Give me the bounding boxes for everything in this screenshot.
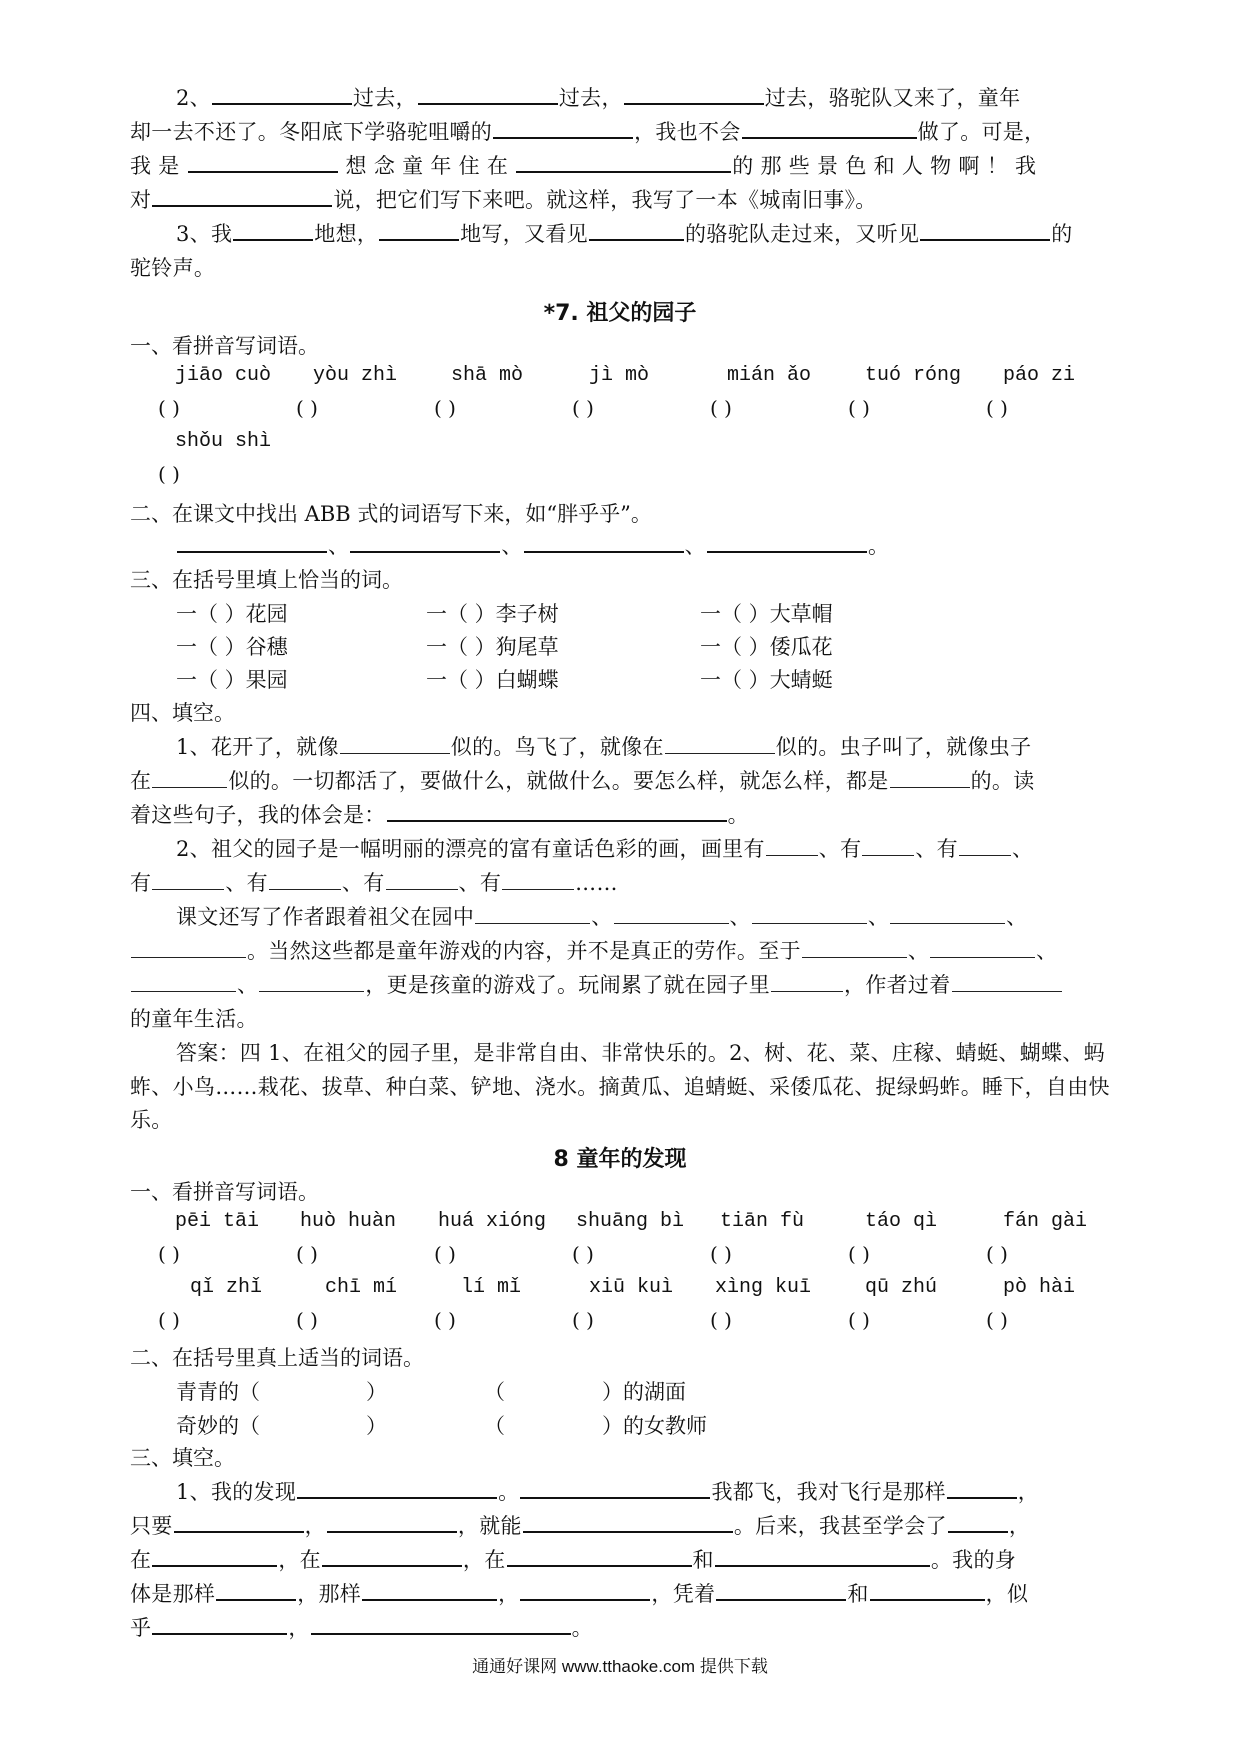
text: 说，把它们写下来吧。就这样，我写了一本《城南旧事》。	[333, 188, 877, 212]
text: 、	[1006, 905, 1028, 929]
blank[interactable]	[350, 531, 500, 553]
text: 过去，	[558, 86, 623, 110]
answer-paren[interactable]: ( )	[158, 1308, 180, 1332]
text: 似的。一切都活了，要做什么，就做什么。要怎么样，就怎么样，都是	[228, 769, 889, 793]
l7-answer: 答案：四 1、在祖父的园子里，是非常自由、非常快乐的。2、树、花、菜、庄稼、蜻蜓、蝴蝶、蚂蚱、小鸟……栽花、拔草、种白菜、铲地、浇水。摘黄瓜、追蜻蜓、采倭瓜花、捉绿蚂蚱。睡下，自由快乐。	[130, 1041, 1110, 1132]
text: 课文还写了作者跟着祖父在园中	[176, 905, 475, 929]
blank[interactable]	[340, 733, 450, 754]
blank[interactable]	[948, 1511, 1008, 1533]
blank[interactable]	[152, 869, 224, 890]
blank[interactable]	[327, 1511, 457, 1533]
exercise-2-paragraph	[130, 82, 1120, 116]
text: ，	[498, 1582, 520, 1606]
text: ，就能	[457, 1514, 522, 1538]
answer-paren[interactable]: ( )	[296, 1308, 318, 1332]
l7-fill-3-line2	[130, 935, 1120, 969]
blank[interactable]	[523, 1511, 733, 1533]
blank[interactable]	[520, 1477, 710, 1499]
measure-word-item[interactable]: 一（ ）大草帽	[700, 602, 833, 626]
l7-fill-2-line1	[130, 833, 1120, 867]
blank[interactable]	[386, 869, 458, 890]
text: 奇妙的（	[176, 1414, 260, 1438]
pinyin-item: qǐ zhǐ	[190, 1276, 263, 1299]
answer-paren[interactable]: ( )	[158, 462, 180, 486]
text: 过去，骆驼队又来了，童年	[764, 86, 1021, 110]
text: 、有	[225, 871, 268, 895]
text: ，我也不会	[634, 120, 741, 144]
blank[interactable]	[418, 83, 558, 105]
answer-paren[interactable]: ( )	[296, 1242, 318, 1266]
answer-paren[interactable]: ( )	[572, 396, 594, 420]
blank[interactable]	[624, 83, 764, 105]
pinyin-item: chī mí	[325, 1276, 398, 1299]
text: 。	[571, 1616, 593, 1640]
blank[interactable]	[152, 185, 332, 207]
pinyin-item: pò hài	[1003, 1276, 1076, 1299]
text: 地写，又看见	[460, 222, 588, 246]
text: ，那样	[297, 1582, 362, 1606]
measure-word-item[interactable]: 一（ ）花园	[176, 602, 288, 626]
pinyin-item: huò huàn	[300, 1210, 397, 1233]
blank[interactable]	[233, 219, 313, 241]
blank[interactable]	[715, 1545, 930, 1567]
blank[interactable]	[952, 971, 1062, 992]
measure-word-item[interactable]: 一（ ）白蝴蝶	[426, 668, 559, 692]
text: 的骆驼队走过来，又听见	[684, 222, 920, 246]
text: 。当然这些都是童年游戏的内容，并不是真正的劳作。至于	[247, 939, 801, 963]
answer-paren[interactable]: ( )	[848, 396, 870, 420]
l7-section-2: 二、在课文中找出 ABB 式的词语写下来，如“胖乎乎”。	[130, 502, 652, 526]
blank[interactable]	[174, 1511, 304, 1533]
text: 的	[1051, 222, 1073, 246]
text: 、	[591, 905, 613, 929]
text: 乎	[130, 1616, 152, 1640]
blank[interactable]	[152, 1545, 277, 1567]
text: 1、我的发现	[176, 1480, 297, 1504]
answer-paren[interactable]: ( )	[296, 396, 318, 420]
answer-paren[interactable]: ( )	[434, 1308, 456, 1332]
blank[interactable]	[475, 903, 590, 924]
text: 在	[130, 769, 152, 793]
answer-paren[interactable]: ( )	[986, 396, 1008, 420]
l7-fill-1-line3	[130, 799, 1120, 833]
blank[interactable]	[216, 1579, 296, 1601]
blank[interactable]	[311, 1613, 571, 1635]
text: 、有	[915, 837, 958, 861]
l7-section-4: 四、填空。	[130, 701, 235, 725]
pinyin-item: shǒu shì	[175, 430, 272, 453]
blank[interactable]	[742, 117, 917, 139]
text: 、	[1011, 837, 1034, 861]
answer-paren[interactable]: ( )	[158, 1242, 180, 1266]
answer-paren[interactable]: ( )	[986, 1308, 1008, 1332]
text: 。我的身	[930, 1548, 1017, 1572]
text: 2、祖父的园子是一幅明丽的漂亮的富有童话色彩的画，画里有	[176, 837, 765, 861]
text: 有	[130, 871, 152, 895]
pinyin-item: tiān fù	[720, 1210, 805, 1233]
l8-section-1: 一、看拼音写词语。	[130, 1180, 319, 1204]
text: 1、花开了，就像	[176, 735, 339, 759]
text: ，更是孩童的游戏了。玩闹累了就在园子里	[365, 973, 771, 997]
text: ，	[304, 1514, 326, 1538]
l7-section-3: 三、在括号里填上恰当的词。	[130, 568, 403, 592]
answer-paren[interactable]: ( )	[572, 1308, 594, 1332]
blank[interactable]	[507, 1545, 692, 1567]
text: 、	[684, 534, 706, 558]
text: 、有	[458, 871, 502, 895]
exercise-2-line2	[130, 116, 1120, 150]
pinyin-item: mián ǎo	[727, 364, 812, 387]
blank[interactable]	[716, 1579, 846, 1601]
pinyin-item: jì mò	[589, 364, 650, 387]
blank[interactable]	[890, 903, 1005, 924]
l8-fill-line5	[130, 1612, 1120, 1646]
answer-paren[interactable]: ( )	[572, 1242, 594, 1266]
text: ，凭着	[651, 1582, 716, 1606]
l8-fill-line3	[130, 1544, 1120, 1578]
l7-section-1: 一、看拼音写词语。	[130, 334, 319, 358]
pinyin-item: yòu zhì	[313, 364, 398, 387]
text: 、	[501, 534, 523, 558]
text: （	[484, 1380, 505, 1404]
pinyin-item: xiū kuì	[589, 1276, 674, 1299]
blank[interactable]	[502, 869, 574, 890]
answer-paren[interactable]: ( )	[710, 396, 732, 420]
text: 、	[1036, 939, 1058, 963]
blank[interactable]	[930, 937, 1035, 958]
blank[interactable]	[131, 971, 236, 992]
text: ，作者过着	[844, 973, 951, 997]
text: 、	[729, 905, 751, 929]
blank[interactable]	[516, 151, 731, 173]
blank[interactable]	[589, 219, 684, 241]
measure-word-item[interactable]: 一（ ）倭瓜花	[700, 635, 833, 659]
pinyin-item: shā mò	[451, 364, 524, 387]
blank[interactable]	[524, 531, 684, 553]
text: 3、我	[176, 222, 233, 246]
text: 2、	[176, 86, 211, 110]
l7-fill-1-line2	[130, 765, 1120, 799]
answer-paren[interactable]: ( )	[848, 1308, 870, 1332]
blank[interactable]	[870, 1579, 985, 1601]
pinyin-item: qū zhú	[865, 1276, 938, 1299]
blank[interactable]	[259, 971, 364, 992]
blank[interactable]	[379, 219, 459, 241]
pinyin-item: shuāng bì	[576, 1210, 685, 1233]
text: 在	[130, 1548, 152, 1572]
blank[interactable]	[771, 971, 843, 992]
text: 我都飞，我对飞行是那样	[711, 1480, 946, 1504]
pinyin-item: jiāo cuò	[175, 364, 272, 387]
text: 、	[328, 534, 350, 558]
exercise-3-line2	[130, 252, 1120, 286]
blank[interactable]	[920, 219, 1050, 241]
text: 、	[867, 905, 890, 929]
pinyin-item: lí mǐ	[461, 1276, 522, 1299]
exercise-2-line3	[130, 150, 1120, 184]
text: （	[484, 1414, 505, 1438]
lesson-7-title: *7. 祖父的园子	[543, 301, 697, 326]
text: 只要	[130, 1514, 173, 1538]
exercise-2-line4	[130, 184, 1120, 218]
blank[interactable]	[152, 767, 227, 788]
measure-word-item[interactable]: 一（ ）谷穗	[176, 635, 288, 659]
l7-fill-2-line2	[130, 867, 1120, 901]
text: ，	[1008, 1514, 1031, 1538]
text: 地想，	[314, 222, 379, 246]
blank[interactable]	[802, 937, 907, 958]
pinyin-item: tuó róng	[865, 364, 962, 387]
blank[interactable]	[322, 1545, 462, 1567]
l7-abb-blanks	[176, 530, 1166, 564]
answer-paren[interactable]: ( )	[158, 396, 180, 420]
l7-fill-3-line3	[130, 969, 1120, 1003]
lesson-8-title: 8 童年的发现	[553, 1147, 687, 1172]
blank[interactable]	[959, 835, 1011, 856]
l8-section-3: 三、填空。	[130, 1446, 235, 1470]
blank[interactable]	[520, 1579, 650, 1601]
text: 的 那 些 景 色 和 人 物 啊 ！ 我	[732, 154, 1037, 178]
answer-paren[interactable]: ( )	[434, 1242, 456, 1266]
exercise-3-line1	[130, 218, 1120, 252]
l8-fill-line1	[130, 1476, 1120, 1510]
pinyin-item: fán gài	[1003, 1210, 1088, 1233]
pinyin-item: xìng kuī	[715, 1276, 812, 1299]
text: ，在	[278, 1548, 321, 1572]
text: ……	[575, 871, 618, 895]
text: ）的湖面	[602, 1380, 686, 1404]
l8-fill-line4	[130, 1578, 1120, 1612]
blank[interactable]	[269, 869, 341, 890]
answer-paren[interactable]: ( )	[710, 1308, 732, 1332]
blank[interactable]	[362, 1579, 497, 1601]
blank[interactable]	[890, 767, 970, 788]
pinyin-item: páo zi	[1003, 364, 1076, 387]
text: 做了。可是，	[917, 120, 1046, 144]
text: ，	[1017, 1480, 1040, 1504]
text: ）	[366, 1380, 387, 1404]
text: ）	[366, 1414, 387, 1438]
answer-paren[interactable]: ( )	[434, 396, 456, 420]
blank[interactable]	[493, 117, 633, 139]
pinyin-item: pēi tāi	[175, 1210, 260, 1233]
text: 过去，	[352, 86, 417, 110]
text: 想 念 童 年 住 在	[345, 154, 509, 178]
footer-credit: 通通好课网 www.tthaoke.com 提供下载	[472, 1657, 768, 1676]
l8-section-2: 二、在括号里真上适当的词语。	[130, 1346, 424, 1370]
text: 、	[237, 973, 259, 997]
text: 体是那样	[130, 1582, 216, 1606]
blank[interactable]	[707, 531, 867, 553]
text: 我 是	[130, 154, 180, 178]
text: 。	[498, 1480, 520, 1504]
text: 着这些句子，我的体会是：	[130, 803, 386, 827]
blank[interactable]	[947, 1477, 1017, 1499]
answer-paren[interactable]: ( )	[986, 1242, 1008, 1266]
blank[interactable]	[752, 903, 867, 924]
text: 的。读	[970, 769, 1035, 793]
text: 驼铃声。	[130, 256, 216, 280]
blank[interactable]	[665, 733, 775, 754]
text: 对	[130, 188, 152, 212]
answer-paren[interactable]: ( )	[710, 1242, 732, 1266]
l7-fill-1-line1	[130, 731, 1120, 765]
pinyin-item: huá xióng	[438, 1210, 547, 1233]
text: 青青的（	[176, 1380, 260, 1404]
text: 。	[727, 803, 749, 827]
blank[interactable]	[766, 835, 818, 856]
measure-word-item[interactable]: 一（ ）李子树	[426, 602, 559, 626]
blank[interactable]	[862, 835, 914, 856]
measure-word-item[interactable]: 一（ ）狗尾草	[426, 635, 559, 659]
text: 似的。鸟飞了，就像在	[450, 735, 664, 759]
text: 、	[907, 939, 930, 963]
text: 、有	[818, 837, 862, 861]
text: ，	[288, 1616, 310, 1640]
blank[interactable]	[152, 1613, 287, 1635]
text: ）的女教师	[602, 1414, 707, 1438]
l7-fill-3-line4	[130, 1003, 1120, 1037]
measure-word-item[interactable]: 一（ ）果园	[176, 668, 288, 692]
text: ，在	[462, 1548, 506, 1572]
l8-fill-line2	[130, 1510, 1120, 1544]
text: ，似	[985, 1582, 1029, 1606]
blank[interactable]	[131, 937, 246, 958]
blank[interactable]	[387, 800, 727, 822]
blank[interactable]	[212, 83, 352, 105]
l7-fill-3-line1	[130, 901, 1120, 935]
text: 。	[867, 534, 890, 558]
text: 却一去不还了。冬阳底下学骆驼咀嚼的	[130, 120, 493, 144]
text: 的童年生活。	[130, 1007, 258, 1031]
blank[interactable]	[614, 903, 729, 924]
text: 和	[692, 1548, 714, 1572]
answer-paren[interactable]: ( )	[848, 1242, 870, 1266]
text: 、有	[341, 871, 385, 895]
blank[interactable]	[177, 531, 327, 553]
pinyin-item: táo qì	[865, 1210, 938, 1233]
measure-word-item[interactable]: 一（ ）大蜻蜓	[700, 668, 833, 692]
text: 和	[847, 1582, 869, 1606]
text: 似的。虫子叫了，就像虫子	[775, 735, 1032, 759]
text: 。后来，我甚至学会了	[733, 1514, 947, 1538]
blank[interactable]	[297, 1477, 497, 1499]
blank[interactable]	[188, 151, 338, 173]
